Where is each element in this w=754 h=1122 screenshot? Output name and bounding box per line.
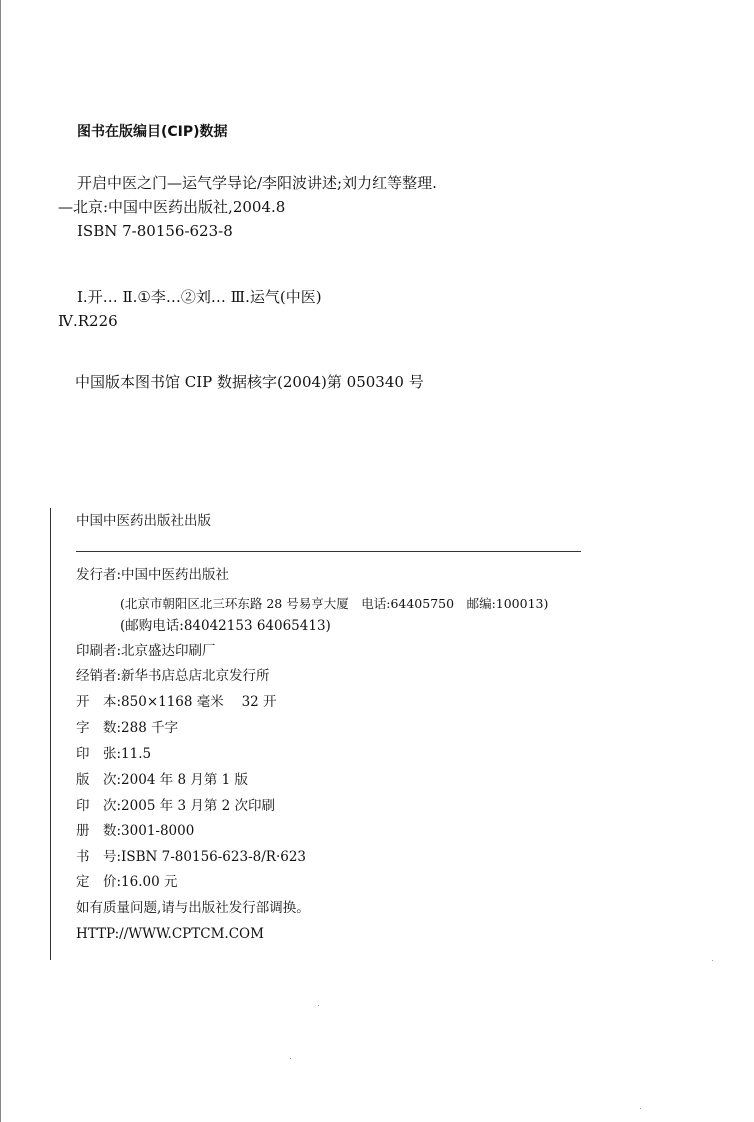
spec-value: :2005 年 3 月第 2 次印刷 [116,798,276,814]
distributor: 发行者:中国中医药出版社 [76,567,230,583]
website-url: HTTP://WWW.CPTCM.COM [76,926,264,942]
cip-number: 中国版本图书馆 CIP 数据核字(2004)第 050340 号 [75,373,424,391]
spec-label: 印 次 [76,798,117,814]
quality-notice: 如有质量问题,请与出版社发行部调换。 [76,900,310,916]
spec-row [76,696,277,710]
cip-title-line: 开启中医之门—运气学导论/李阳波讲述;刘力红等整理. [77,174,437,192]
seller: 经销者:新华书店总店北京发行所 [76,668,270,684]
cip-isbn: ISBN 7-80156-623-8 [77,222,233,240]
colophon-border [50,508,51,960]
spec-row [76,800,275,814]
spec-label: 册 数 [76,823,117,839]
publisher-title: 中国中医药出版社出版 [76,513,211,529]
cip-classification-1: Ⅰ.开… Ⅱ.①李…②刘… Ⅲ.运气(中医) [77,288,322,306]
spec-row [76,722,178,736]
spec-label: 书 号 [76,849,117,865]
scan-speck [290,1058,291,1059]
spec-row [76,774,248,788]
spec-value: :11.5 [116,746,152,762]
cip-publisher-line: —北京:中国中医药出版社,2004.8 [58,198,286,216]
mail-order-phone: (邮购电话:84042153 64065413) [120,618,331,634]
scan-speck [712,960,713,961]
cip-heading: 图书在版编目(CIP)数据 [77,124,228,140]
spec-value: :2004 年 8 月第 1 版 [116,772,249,788]
spec-label: 开 本 [76,694,117,710]
spec-label: 字 数 [76,720,117,736]
spec-value: :ISBN 7-80156-623-8/R·623 [116,849,307,865]
scan-speck [318,1005,319,1006]
spec-value: :3001-8000 [116,823,195,839]
printer: 印刷者:北京盛达印刷厂 [76,643,216,659]
spec-row [76,876,178,890]
spec-row [76,748,151,762]
spec-value: :16.00 元 [116,874,178,890]
spec-label: 印 张 [76,746,117,762]
spec-row [76,851,306,865]
spec-value: :850×1168 毫米 32 开 [116,694,277,710]
spec-label: 定 价 [76,874,117,890]
spec-label: 版 次 [76,772,117,788]
spec-value: :288 千字 [116,720,179,736]
cip-classification-2: Ⅳ.R226 [58,312,118,330]
page-edge [0,0,1,1122]
divider [76,551,581,552]
scan-speck [640,1108,641,1109]
spec-row [76,825,194,839]
address: (北京市朝阳区北三环东路 28 号易亨大厦 电话:64405750 邮编:100013) [120,596,549,611]
